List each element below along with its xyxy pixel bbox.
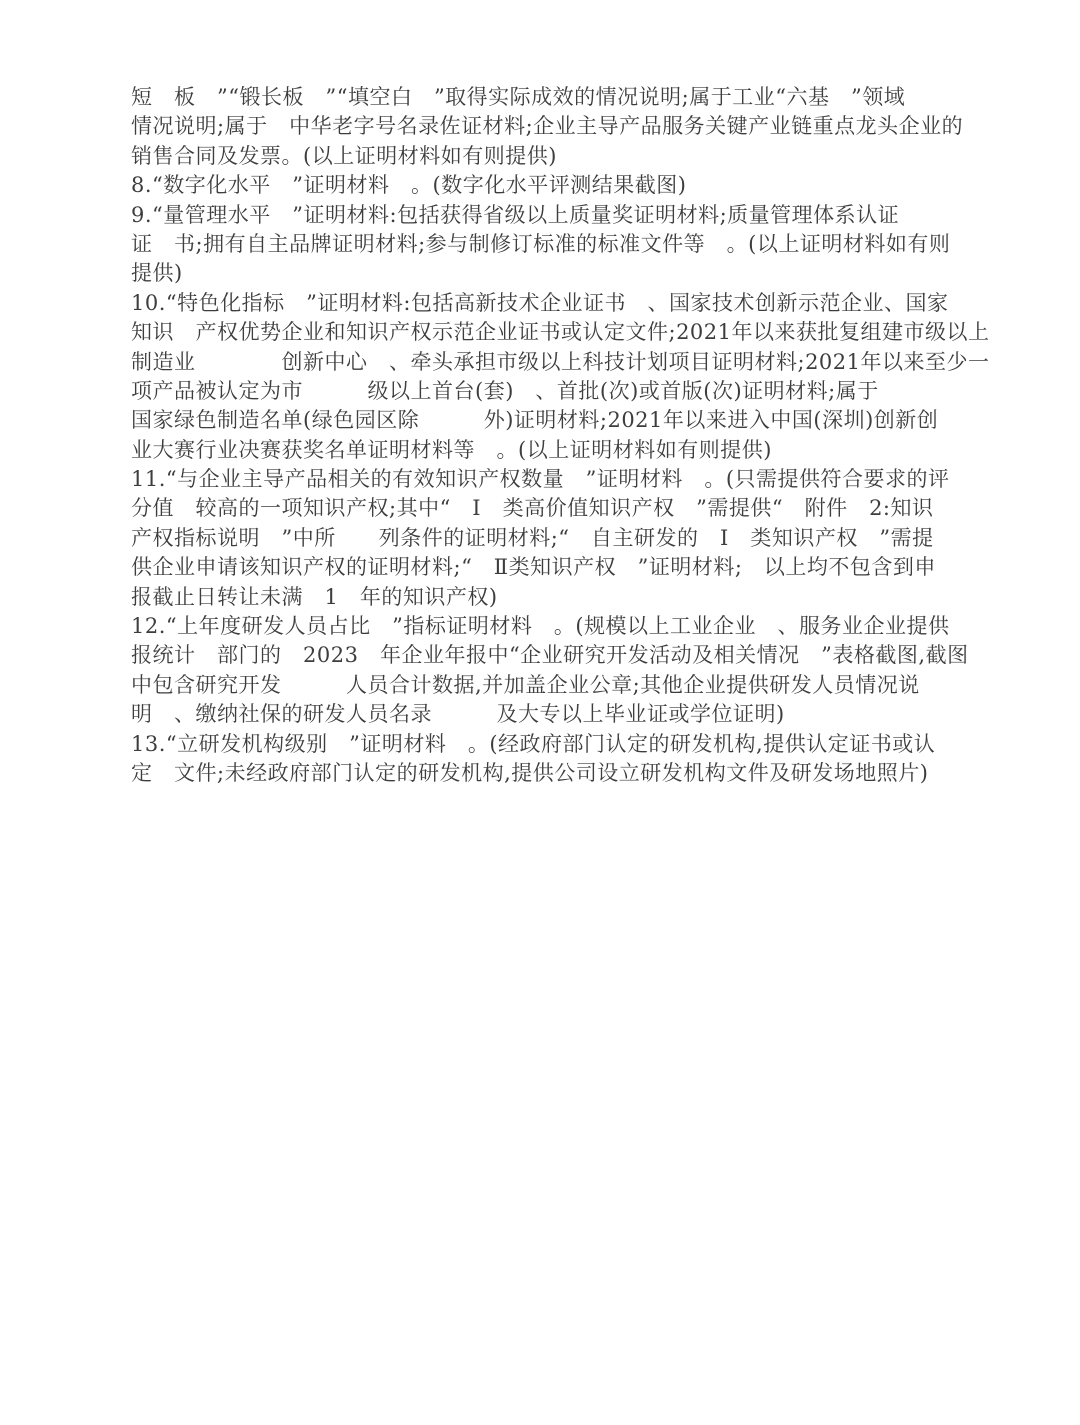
- text-line: 12.“上年度研发人员占比 ”指标证明材料 。(规模以上工业企业 、服务业企业提供: [131, 614, 950, 639]
- text-line: 分值 较高的一项知识产权;其中“ Ⅰ 类高价值知识产权 ”需提供“ 附件 2:知识: [131, 496, 934, 521]
- text-line: 报截止日转让未满 1 年的知识产权): [131, 584, 498, 609]
- text-line: 8.“数字化水平 ”证明材料 。(数字化水平评测结果截图): [131, 173, 687, 198]
- text-line: 业大赛行业决赛获奖名单证明材料等 。(以上证明材料如有则提供): [131, 437, 772, 462]
- text-line: 知识 产权优势企业和知识产权示范企业证书或认定文件;2021年以来获批复组建市级以上: [131, 320, 990, 345]
- text-line: 定 文件;未经政府部门认定的研发机构,提供公司设立研发机构文件及研发场地照片): [131, 760, 929, 785]
- text-line: 项产品被认定为市 级以上首台(套) 、首批(次)或首版(次)证明材料;属于: [131, 378, 879, 403]
- text-line: 中包含研究开发 人员合计数据,并加盖企业公章;其他企业提供研发人员情况说: [131, 672, 920, 697]
- text-line: 13.“立研发机构级别 ”证明材料 。(经政府部门认定的研发机构,提供认定证书或认: [131, 731, 936, 756]
- text-line: 明 、缴纳社保的研发人员名录 及大专以上毕业证或学位证明): [131, 702, 785, 727]
- text-line: 提供): [131, 261, 183, 286]
- text-line: 供企业申请该知识产权的证明材料;“ Ⅱ类知识产权 ”证明材料; 以上均不包含到申: [131, 555, 936, 580]
- text-line: 国家绿色制造名单(绿色园区除 外)证明材料;2021年以来进入中国(深圳)创新创: [131, 408, 939, 433]
- document-text: [131, 83, 1006, 788]
- text-line: 9.“量管理水平 ”证明材料:包括获得省级以上质量奖证明材料;质量管理体系认证: [131, 202, 900, 227]
- text-line: 证 书;拥有自主品牌证明材料;参与制修订标准的标准文件等 。(以上证明材料如有则: [131, 231, 951, 256]
- text-line: 报统计 部门的 2023 年企业年报中“企业研究开发活动及相关情况 ”表格截图,截图: [131, 643, 969, 668]
- text-line: 情况说明;属于 中华老字号名录佐证材料;企业主导产品服务关键产业链重点龙头企业的: [131, 114, 964, 139]
- text-line: 11.“与企业主导产品相关的有效知识产权数量 ”证明材料 。(只需提供符合要求的评: [131, 467, 950, 492]
- text-line: 10.“特色化指标 ”证明材料:包括高新技术企业证书 、国家技术创新示范企业、国家: [131, 290, 949, 315]
- text-line: 短 板 ”“锻长板 ”“填空白 ”取得实际成效的情况说明;属于工业“六基 ”领域: [131, 85, 906, 109]
- text-line: 制造业 创新中心 、牵头承担市级以上科技计划项目证明材料;2021年以来至少一: [131, 349, 990, 374]
- text-line: 销售合同及发票。(以上证明材料如有则提供): [131, 143, 557, 168]
- text-line: 产权指标说明 ”中所 列条件的证明材料;“ 自主研发的 Ⅰ 类知识产权 ”需提: [131, 525, 934, 550]
